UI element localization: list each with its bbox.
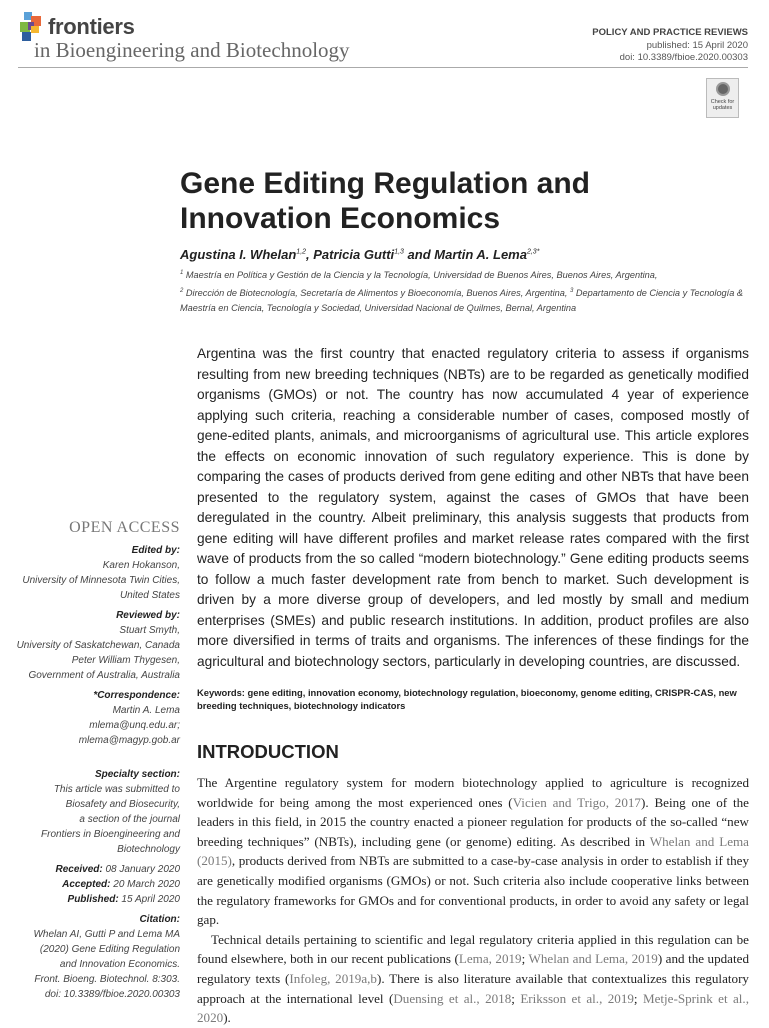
sidebar-line: United States — [119, 590, 180, 601]
affiliation-number: 1 — [180, 270, 184, 276]
keywords: Keywords: gene editing, innovation economy, biotechnology regulation, bioeconomy, genome editing, CRISPR-CAS, new breeding techniques, biotechnology indicators — [197, 687, 737, 711]
affiliations — [180, 266, 750, 317]
date-label: Received: — [55, 864, 103, 875]
body-text: ). There is also literature available that contextualizes this regulatory approach at the international level ( — [197, 970, 749, 1006]
editor-info — [10, 558, 180, 603]
sidebar-line: This article was submitted to — [53, 784, 180, 795]
paragraph — [197, 930, 749, 1028]
specialty-section-label: Specialty section: — [94, 769, 180, 780]
badge-label: Check for updates — [710, 99, 735, 111]
sidebar-line: Martin A. Lema — [112, 705, 180, 716]
citation-link[interactable]: Infoleg, 2019a,b — [289, 970, 377, 986]
date-value: 15 April 2020 — [118, 894, 180, 905]
affiliation-text: Dirección de Biotecnología, Secretaría de Alimentos y Bioeconomía, Buenos Aires, Argentina, — [183, 287, 570, 298]
sidebar-line[interactable]: mlema@unq.edu.ar; — [89, 720, 180, 731]
body-text: ). Being one of the leaders in this field, in 2015 the country enacted a pioneer regulation for products of the so-called “new breeding techniques” (NBTs), including gene (or genome) editing. As described in — [197, 794, 749, 849]
sidebar-line: Whelan AI, Gutti P and Lema MA — [33, 929, 180, 940]
citation-info — [10, 927, 180, 1002]
citation-link[interactable]: Whelan and Lema, 2019 — [528, 951, 658, 967]
author-affiliation-marker: 1,3 — [394, 248, 404, 256]
sidebar-line: a section of the journal — [79, 814, 180, 825]
sidebar-line: Front. Bioeng. Biotechnol. 8:303. — [34, 974, 180, 985]
article-dates — [10, 862, 180, 907]
reviewed-by-label: Reviewed by: — [116, 610, 180, 621]
brand-name: frontiers — [48, 14, 135, 39]
citation-link[interactable]: Whelan and Lema (2015) — [197, 833, 749, 869]
sidebar-line: Biotechnology — [117, 844, 180, 855]
section-heading-introduction: INTRODUCTION — [197, 741, 339, 762]
sidebar-line: University of Minnesota Twin Cities, — [22, 575, 180, 586]
correspondence-label: *Correspondence: — [93, 690, 180, 701]
body-text: ; — [521, 951, 529, 967]
author-list — [180, 247, 539, 262]
published-date: published: 15 April 2020 — [646, 39, 748, 51]
abstract: Argentina was the first country that enacted regulatory criteria to assess if organisms resulting from new breeding techniques (NBTs) are to be regarded as genetically modified organisms (GMOs) or not. The country has now accumulated 4 year of experience applying such criteria, reaching a considerable number of cases, composed mostly of gene-edited plants, animals, and microorganisms of agricultural use. This article explores the effects on economic innovation of such regulatory experience. This is done by comparing the cases of products derived from gene editing and other NBTs that have been presented to the regulatory system, against the cases of GMOs that have been deregulated in the country. Albeit preliminary, this analysis suggests that products from gene editing will have different profiles and market release rates compared with the first wave of products from the so called “modern biotechnology.” Gene editing products seems to follow a much faster development rate from bench to market. Such development is driven by a more diverse group of developers, and led mostly by small and medium enterprises (SMEs) and public research institutions. In addition, product profiles are also more diversified in terms of traits and organisms. The inferences of these findings for the agricultural and biotechnology sectors, particularly in developing countries, are discussed. — [197, 346, 749, 669]
citation-label: Citation: — [139, 914, 180, 925]
sidebar-line: and Innovation Economics. — [59, 959, 180, 970]
date-value: 08 January 2020 — [102, 864, 180, 875]
author-name[interactable]: Patricia Gutti — [313, 247, 395, 262]
sidebar-line[interactable]: mlema@magyp.gob.ar — [78, 735, 180, 746]
citation-link[interactable]: Lema, 2019 — [458, 951, 522, 967]
article-title: Gene Editing Regulation and Innovation Economics — [180, 167, 591, 235]
author-name[interactable]: Martin A. Lema — [434, 247, 527, 262]
correspondence-info — [10, 703, 180, 748]
sidebar-line: Frontiers in Bioengineering and — [41, 829, 180, 840]
doi[interactable]: doi: 10.3389/fbioe.2020.00303 — [619, 52, 748, 63]
header-divider — [18, 67, 748, 68]
body-text: The Argentine regulatory system for modern biotechnology applied to agriculture is recognized worldwide for being among the most experienced ones ( — [197, 775, 749, 810]
citation-link[interactable]: Eriksson et al., 2019 — [520, 990, 634, 1006]
author-affiliation-marker: 2,3* — [526, 248, 540, 256]
citation-link[interactable]: Duensing et al., 2018 — [393, 990, 512, 1006]
author-separator: and — [403, 247, 435, 262]
citation-link[interactable]: Metje-Sprink et al., 2020 — [197, 990, 749, 1026]
author-name[interactable]: Agustina I. Whelan — [180, 247, 297, 262]
introduction-body — [197, 773, 749, 1028]
date-row — [10, 862, 180, 877]
date-value: 20 March 2020 — [110, 879, 180, 890]
date-row — [10, 892, 180, 907]
reviewer-info — [10, 623, 180, 683]
edited-by-label: Edited by: — [131, 545, 180, 556]
date-label: Accepted: — [62, 879, 111, 890]
sidebar-line: (2020) Gene Editing Regulation — [39, 944, 180, 955]
affiliation-text: Maestría en Política y Gestión de la Ciencia y la Tecnología, Universidad de Buenos Aires, Buenos Aires, Argentina, — [183, 270, 658, 281]
affiliation-text: Departamento de Ciencia y Tecnología & Maestría en Ciencia, Tecnología y Sociedad, Universidad Nacional de Quilmes, Bernal, Argentina — [180, 287, 744, 314]
body-text: , products derived from NBTs are submitted to a case-by-case analysis in order to establish if they are genetically modified organisms (GMOs) or not. Such criteria also include cooperative links between the regulatory frameworks for GMOs and for conventional products, in order to avoid any safety or legal gap. — [197, 853, 749, 928]
article-meta-header — [592, 27, 748, 65]
sidebar-line: Government of Australia, Australia — [28, 670, 180, 681]
affiliation-number: 2 — [180, 287, 184, 294]
article-type: POLICY AND PRACTICE REVIEWS — [592, 27, 748, 38]
citation-link[interactable]: Vicien and Trigo, 2017 — [512, 794, 641, 810]
body-text: Technical details pertaining to scientific and legal regulatory criteria applied in this regulation can be found elsewhere, both in our recent publications ( — [197, 931, 749, 967]
paragraph — [197, 773, 749, 930]
check-for-updates-button[interactable] — [706, 78, 739, 118]
sidebar-line: Stuart Smyth, — [119, 625, 180, 636]
author-affiliation-marker: 1,2 — [296, 248, 307, 256]
bookmark-icon — [716, 82, 730, 96]
sidebar-line: Karen Hokanson, — [102, 560, 180, 571]
sidebar-line: doi: 10.3389/fbioe.2020.00303 — [44, 989, 180, 1000]
body-text: ; — [633, 990, 643, 1006]
open-access-label: OPEN ACCESS — [69, 519, 180, 536]
author-separator: , — [306, 247, 314, 262]
specialty-info — [10, 782, 180, 857]
article-info-sidebar — [10, 520, 180, 1002]
affiliation-number: 3 — [569, 287, 574, 294]
body-text: ). — [223, 1010, 231, 1026]
sidebar-line: Biosafety and Biosecurity, — [65, 799, 180, 810]
sidebar-line: University of Saskatchewan, Canada — [16, 640, 180, 651]
date-row — [10, 877, 180, 892]
body-text: ) and the updated regulatory texts ( — [197, 951, 749, 986]
sidebar-line: Peter William Thygesen, — [71, 655, 180, 666]
journal-name: in Bioengineering and Biotechnology — [34, 38, 350, 62]
body-text: ; — [511, 990, 521, 1006]
date-label: Published: — [67, 894, 119, 905]
